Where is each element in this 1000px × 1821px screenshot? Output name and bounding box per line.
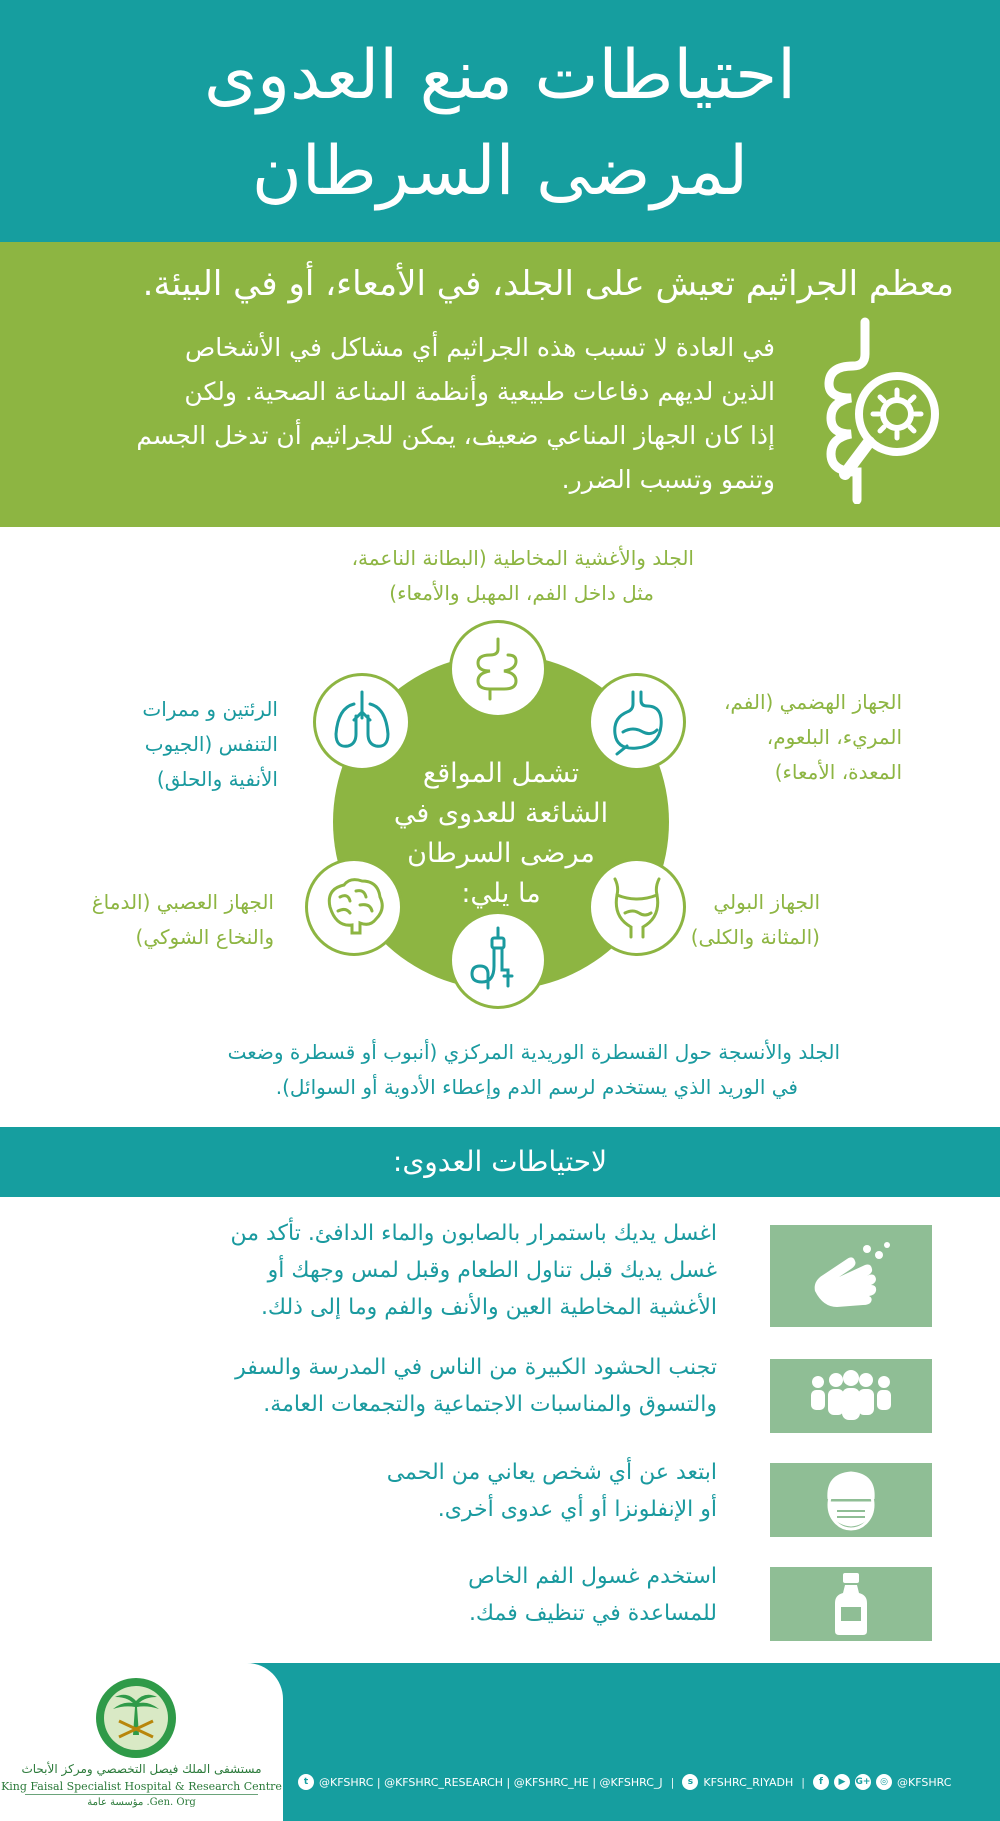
label-line: (المثانة والكلى) (690, 925, 820, 949)
precaution-line: الأغشية المخاطية العين والأنف والفم وما إلى ذلك. (260, 1295, 717, 1320)
separator: | (670, 1775, 675, 1789)
precaution-line: استخدم غسول الفم الخاص (468, 1564, 717, 1589)
label-line: التنفس (الجيوب (144, 732, 278, 756)
intro-section (0, 242, 1000, 527)
lungs-icon (328, 688, 396, 756)
twitter-icon[interactable]: t (298, 1774, 314, 1790)
iv-catheter-icon (464, 926, 532, 994)
footer (0, 1663, 1000, 1821)
precaution-text (57, 1349, 717, 1423)
label-nervous (34, 885, 274, 955)
palm-tree-emblem-icon (95, 1677, 177, 1759)
infection-sites-diagram (0, 527, 1000, 1127)
center-line: مرضى السرطان (407, 838, 595, 869)
precautions-list (0, 1197, 1000, 1663)
precaution-icon-box (770, 1225, 932, 1327)
intro-body (75, 326, 775, 502)
site-circle-lungs (313, 673, 411, 771)
intro-line: إذا كان الجهاز المناعي ضعيف، يمكن للجراثيم أن تدخل الجسم (136, 421, 775, 450)
youtube-icon[interactable]: ▶ (834, 1774, 850, 1790)
label-line: في الوريد الذي يستخدم لرسم الدم وإعطاء الأدوية أو السوائل). (275, 1075, 798, 1099)
site-circle-catheter (449, 911, 547, 1009)
google-plus-icon[interactable]: G+ (855, 1774, 871, 1790)
site-circle-brain (305, 858, 403, 956)
divider (25, 1794, 258, 1795)
precaution-line: والتسوق والمناسبات الاجتماعية والتجمعات العامة. (263, 1392, 717, 1417)
precaution-text (57, 1454, 717, 1528)
precaution-line: للمساعدة في تنظيف فمك. (468, 1601, 717, 1626)
precaution-text (57, 1215, 717, 1326)
twitter-handles[interactable]: @KFSHRC | @KFSHRC_RESEARCH | @KFSHRC_HE | @KFSHRC_J (319, 1775, 663, 1789)
center-line: الشائعة للعدوى في (393, 798, 609, 829)
precaution-line: اغسل يديك باستمرار بالصابون والماء الدافئ. تأكد من (230, 1221, 717, 1246)
center-line: ما يلي: (461, 878, 541, 909)
title-line-2: لمرضى السرطان (251, 132, 749, 211)
separator: | (801, 1775, 806, 1789)
site-circle-intestine (449, 620, 547, 718)
title-banner (0, 0, 1000, 242)
snapchat-handle[interactable]: KFSHRC_RIYADH (703, 1775, 794, 1789)
intestine-germ-magnifier-icon (805, 314, 945, 504)
precaution-line: أو الإنفلونزا أو أي عدوى أخرى. (437, 1497, 717, 1522)
label-digestive (702, 685, 902, 790)
precaution-icon-box (770, 1463, 932, 1537)
intro-line: الذين لديهم دفاعات طبيعية وأنظمة المناعة الصحية. ولكن (184, 377, 775, 406)
bladder-icon (603, 873, 671, 941)
precaution-line: ابتعد عن أي شخص يعاني من الحمى (386, 1460, 717, 1485)
face-mask-icon (821, 1469, 881, 1531)
label-line: المعدة، الأمعاء) (774, 760, 902, 784)
label-line: الجلد والأنسجة حول القسطرة الوريدية المركزي (أنبوب أو قسطرة وضعت (227, 1040, 840, 1064)
label-line: الجهاز البولي (713, 890, 820, 914)
label-line: الجهاز الهضمي (الفم، (723, 690, 902, 714)
title-line-1: احتياطات منع العدوى (203, 36, 797, 115)
org-name-en: King Faisal Specialist Hospital & Research Centre (1, 1780, 282, 1793)
intro-lead: معظم الجراثيم تعيش على الجلد، في الأمعاء، أو في البيئة. (142, 264, 954, 304)
precautions-title: لاحتياطات العدوى: (392, 1145, 608, 1178)
label-line: والنخاع الشوكي) (135, 925, 274, 949)
hospital-logo-card (0, 1663, 283, 1821)
label-skin-mucosa (174, 541, 694, 611)
precaution-line: غسل يديك قبل تناول الطعام وقبل لمس وجهك أو (267, 1258, 717, 1283)
facebook-icon[interactable]: f (813, 1774, 829, 1790)
intro-line: في العادة لا تسبب هذه الجراثيم أي مشاكل في الأشخاص (185, 333, 775, 362)
mouthwash-bottle-icon (833, 1573, 869, 1635)
precaution-line: تجنب الحشود الكبيرة من الناس في المدرسة والسفر (235, 1355, 717, 1380)
precaution-icon-box (770, 1567, 932, 1641)
precaution-icon-box (770, 1359, 932, 1433)
instagram-handle[interactable]: @KFSHRC (897, 1775, 952, 1789)
center-line: تشمل المواقع (422, 758, 580, 789)
site-circle-bladder (588, 858, 686, 956)
label-catheter (140, 1035, 840, 1105)
social-links (298, 1770, 988, 1794)
label-line: مثل داخل الفم، المهبل والأمعاء) (389, 581, 654, 605)
intro-line: وتنمو وتسبب الضرر. (561, 465, 775, 494)
label-line: الجلد والأغشية المخاطية (البطانة الناعمة، (351, 546, 694, 570)
site-circle-stomach (588, 673, 686, 771)
gen-org-label: Gen. Org. مؤسسة عامة (87, 1797, 196, 1808)
snapchat-icon[interactable]: s (682, 1774, 698, 1790)
org-name-ar: مستشفى الملك فيصل التخصصي ومركز الأبحاث (21, 1762, 262, 1776)
instagram-icon[interactable]: ◎ (876, 1774, 892, 1790)
hand-washing-icon (809, 1241, 893, 1311)
precaution-text (57, 1558, 717, 1632)
stomach-icon (603, 688, 671, 756)
label-lungs (58, 692, 278, 797)
precautions-banner (0, 1127, 1000, 1197)
label-line: الجهاز العصبي (الدماغ (91, 890, 274, 914)
label-line: المريء، البلعوم، (766, 725, 902, 749)
label-line: الأنفية والحلق) (156, 767, 278, 791)
label-line: الرئتين و ممرات (142, 697, 278, 721)
brain-icon (320, 873, 388, 941)
crowd-icon (806, 1370, 896, 1422)
intestine-icon (464, 635, 532, 703)
